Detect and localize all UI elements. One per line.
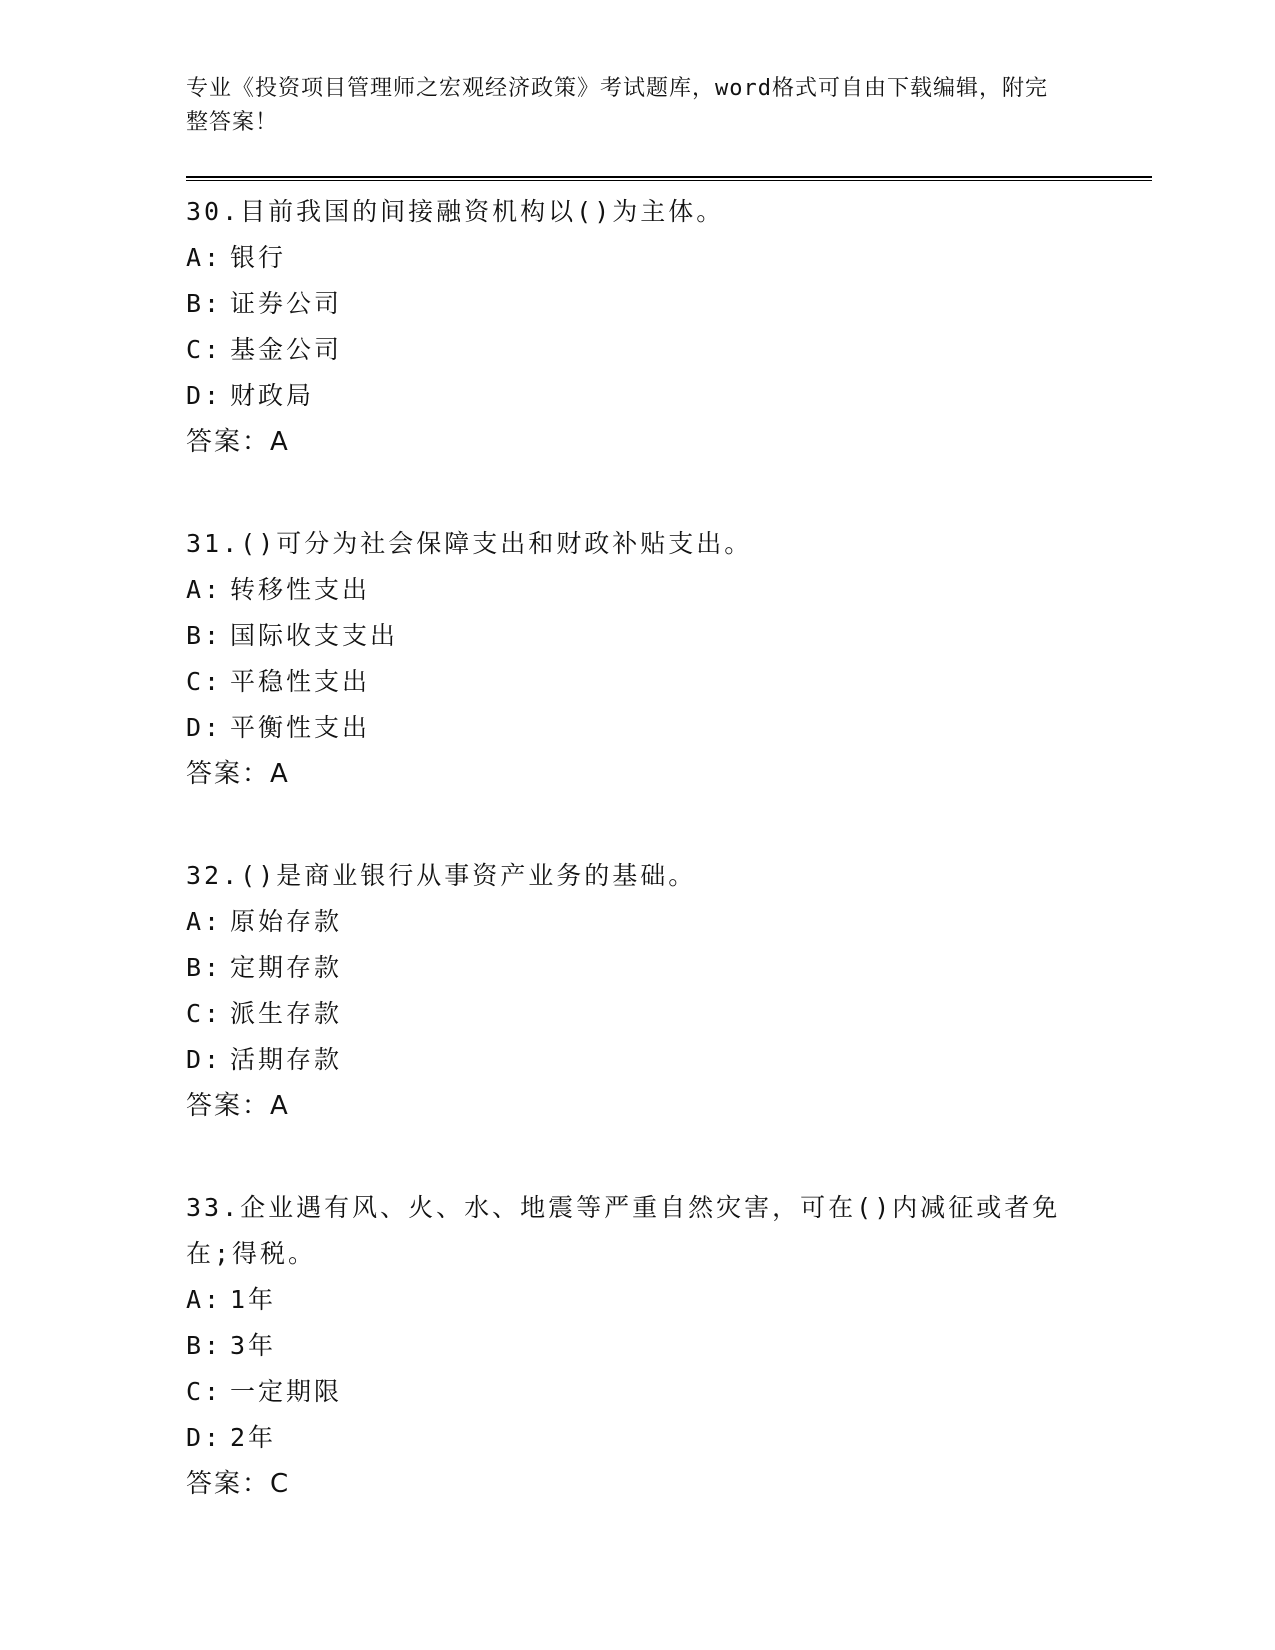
option-letter: C: xyxy=(186,1377,223,1406)
option-letter: D: xyxy=(186,381,223,410)
option-text: 证券公司 xyxy=(230,289,343,318)
question-30 xyxy=(186,189,1146,465)
option-text: 原始存款 xyxy=(230,907,343,936)
option-text: 银行 xyxy=(230,243,287,272)
option-letter: D: xyxy=(186,713,223,742)
option-text: 2年 xyxy=(230,1423,277,1452)
option-b xyxy=(186,281,1146,327)
question-33 xyxy=(186,1185,1146,1507)
option-letter: B: xyxy=(186,289,223,318)
question-31 xyxy=(186,521,1146,797)
option-c xyxy=(186,1369,1146,1415)
option-d xyxy=(186,373,1146,419)
option-b xyxy=(186,1323,1146,1369)
option-text: 国际收支支出 xyxy=(230,621,399,650)
option-text: 派生存款 xyxy=(230,999,343,1028)
question-text: 32.()是商业银行从事资产业务的基础。 xyxy=(186,861,697,890)
option-text: 基金公司 xyxy=(230,335,343,364)
question-text: 33.企业遇有风、火、水、地震等严重自然灾害，可在()内减征或者免在;得税。 xyxy=(186,1193,1061,1268)
option-d xyxy=(186,1415,1146,1461)
option-b xyxy=(186,945,1146,991)
answer-line: 答案：C xyxy=(186,1469,291,1499)
option-text: 一定期限 xyxy=(230,1377,343,1406)
option-c xyxy=(186,327,1146,373)
option-letter: B: xyxy=(186,953,223,982)
answer-line: 答案：A xyxy=(186,427,290,457)
header-divider xyxy=(186,176,1152,181)
option-b xyxy=(186,613,1146,659)
option-letter: D: xyxy=(186,1045,223,1074)
option-letter: A: xyxy=(186,575,223,604)
option-text: 1年 xyxy=(230,1285,277,1314)
answer-line: 答案：A xyxy=(186,759,290,789)
option-d xyxy=(186,705,1146,751)
option-letter: A: xyxy=(186,1285,223,1314)
option-text: 财政局 xyxy=(230,381,315,410)
option-letter: B: xyxy=(186,1331,223,1360)
option-c xyxy=(186,659,1146,705)
document-header: 专业《投资项目管理师之宏观经济政策》考试题库，word格式可自由下载编辑，附完整答案！ xyxy=(186,76,1048,135)
option-text: 转移性支出 xyxy=(230,575,371,604)
option-d xyxy=(186,1037,1146,1083)
answer-line: 答案：A xyxy=(186,1091,290,1121)
option-c xyxy=(186,991,1146,1037)
option-a xyxy=(186,899,1146,945)
option-letter: A: xyxy=(186,907,223,936)
option-letter: D: xyxy=(186,1423,223,1452)
option-text: 3年 xyxy=(230,1331,277,1360)
option-text: 平衡性支出 xyxy=(230,713,371,742)
option-text: 活期存款 xyxy=(230,1045,343,1074)
option-text: 定期存款 xyxy=(230,953,343,982)
option-letter: B: xyxy=(186,621,223,650)
option-a xyxy=(186,1277,1146,1323)
option-a xyxy=(186,567,1146,613)
option-letter: C: xyxy=(186,335,223,364)
option-a xyxy=(186,235,1146,281)
option-letter: A: xyxy=(186,243,223,272)
option-text: 平稳性支出 xyxy=(230,667,371,696)
question-32 xyxy=(186,853,1146,1129)
document-page xyxy=(186,72,1146,1563)
question-text: 31.()可分为社会保障支出和财政补贴支出。 xyxy=(186,529,753,558)
question-text: 30.目前我国的间接融资机构以()为主体。 xyxy=(186,197,725,226)
option-letter: C: xyxy=(186,999,223,1028)
option-letter: C: xyxy=(186,667,223,696)
